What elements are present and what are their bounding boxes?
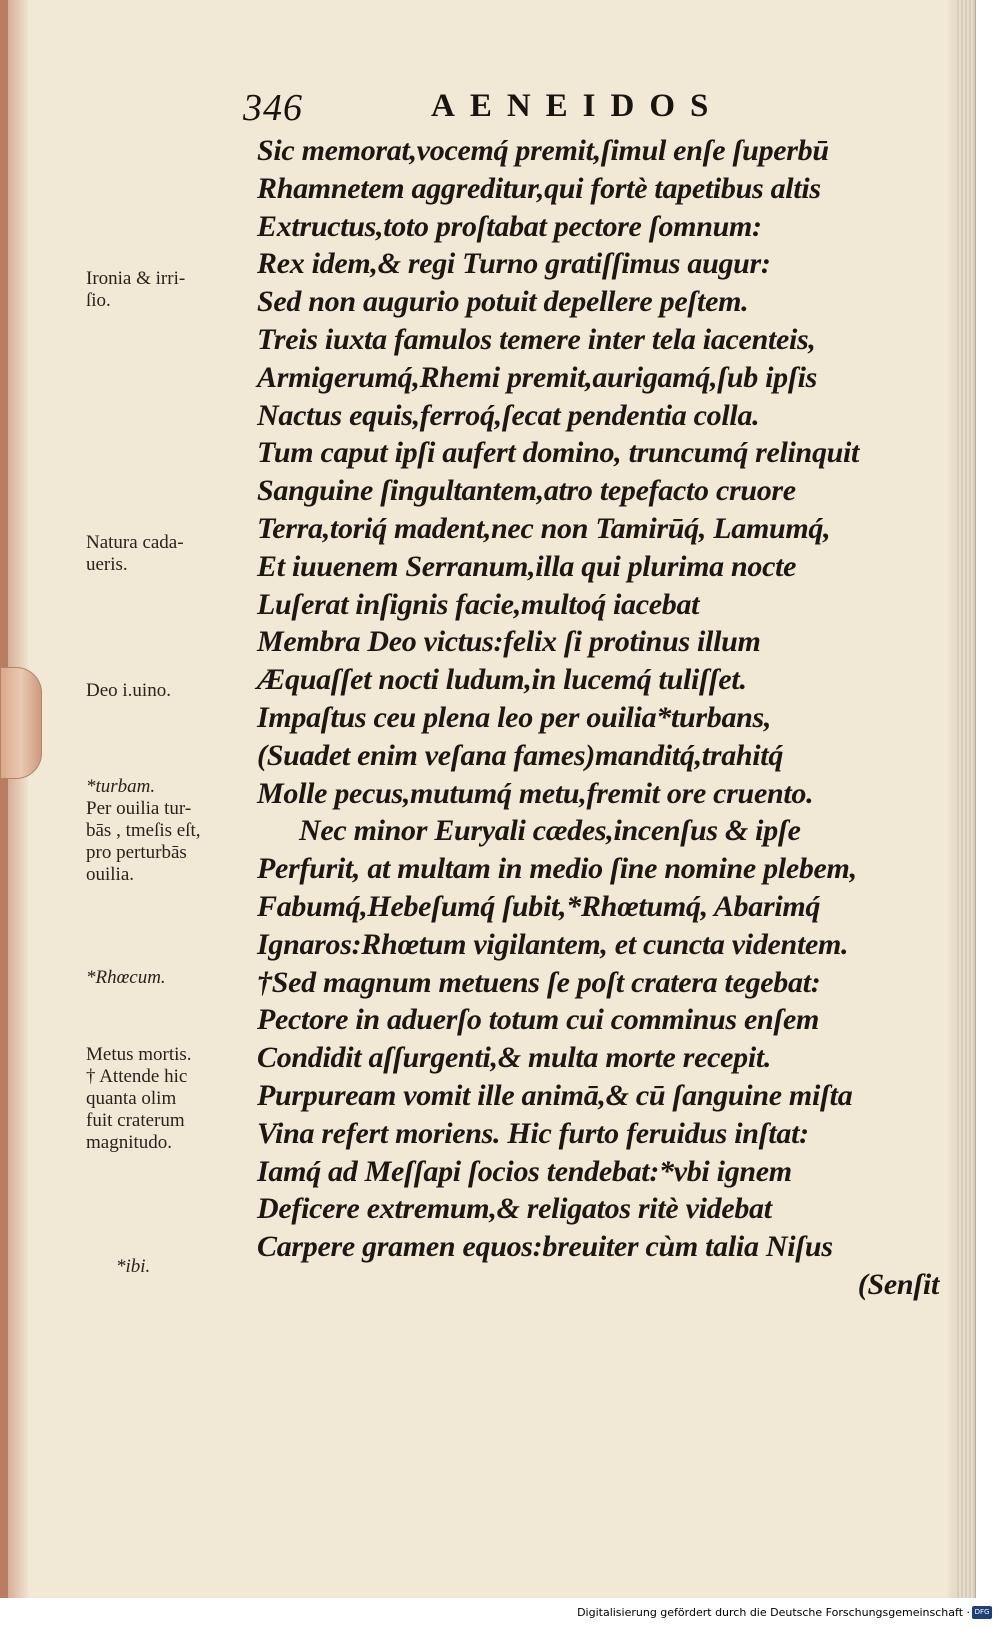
verse-line: Sic memorat,vocemq́ premit,ſimul enſe ſuperbū [257, 134, 829, 167]
page-stack-edge [955, 0, 975, 1598]
verse-line: Deficere extremum,& religatos ritè videbat [257, 1192, 772, 1226]
verse-line: Vina refert moriens. Hic furto feruidus inſtat: [257, 1116, 809, 1150]
verse-line: Carpere gramen equos:breuiter cùm talia Niſus [257, 1230, 833, 1264]
marginal-gloss [86, 1044, 258, 1154]
gloss-line: Metus mortis. [86, 1044, 192, 1065]
verse-line: Molle pecus,mutumq́ metu,fremit ore cruento. [257, 776, 814, 810]
marginal-gloss [116, 1256, 288, 1278]
page-number: 346 [243, 87, 303, 129]
marginal-gloss [86, 967, 258, 989]
verse-line: Sed non augurio potuit depellere peſtem. [257, 285, 749, 319]
verse-line: Rhamnetem aggreditur,qui fortè tapetibus altis [257, 171, 821, 205]
verse-line: Armigerumq́,Rhemi premit,aurigamq́,ſub ipſis [257, 360, 817, 394]
gloss-line: ueris. [86, 554, 128, 575]
gloss-line: † Attende hic [86, 1066, 188, 1087]
verse-line: Terra,toriq́ madent,nec non Tamirūq́, Lamumq́, [257, 511, 831, 545]
verse-line: (Suadet enim veſana fames)manditq́,trahitq́ [257, 738, 784, 772]
verse-line: Sanguine ſingultantem,atro tepefacto cruore [257, 474, 796, 508]
gloss-line: *ibi. [116, 1256, 151, 1277]
verse-line: Extructus,toto proſtabat pectore ſomnum: [257, 209, 762, 243]
marginal-gloss [86, 532, 258, 576]
gloss-line: Per ouilia tur- [86, 798, 192, 819]
gloss-line: quanta olim [86, 1088, 177, 1109]
verse-line: Pectore in aduerſo totum cui comminus enſem [257, 1003, 820, 1037]
gloss-line: Deo i.uino. [86, 680, 171, 701]
verse-line: Purpuream vomit ille animā,& cū ſanguine miſta [257, 1078, 853, 1112]
bookmark-tab [0, 667, 42, 779]
verse-line: †Sed magnum metuens ſe poſt cratera tegebat: [257, 965, 821, 999]
verse-block [257, 132, 947, 1304]
running-title: AENEIDOS [431, 88, 724, 124]
gloss-line: fuit craterum [86, 1110, 185, 1131]
gloss-line: ſio. [86, 290, 111, 311]
verse-line: Luſerat inſignis facie,multoq́ iacebat [257, 587, 700, 621]
verse-line: Tum caput ipſi aufert domino, truncumq́ relinquit [257, 436, 860, 470]
verse-line: Iamq́ ad Meſſapi ſocios tendebat:*vbi ignem [257, 1154, 792, 1188]
verse-line: Fabumq́,Hebeſumq́ ſubit,*Rhœtumq́, Abarimq́ [257, 889, 821, 923]
verse-line: Impaſtus ceu plena leo per ouilia*turbans, [257, 700, 772, 734]
marginal-gloss [86, 776, 258, 886]
gloss-line: *Rhœcum. [86, 967, 166, 988]
verse-line: Ignaros:Rhœtum vigilantem, et cuncta videntem. [257, 927, 849, 961]
digitization-footer [0, 1598, 1000, 1629]
verse-line: Treis iuxta famulos temere inter tela iacenteis, [257, 322, 816, 356]
verse-line: Æquaſſet nocti ludum,in lucemq́ tuliſſet. [257, 663, 747, 697]
gloss-line: Natura cada- [86, 532, 184, 553]
footer-credit: Digitalisierung gefördert durch die Deutsche Forschungsgemeinschaft · [577, 1606, 970, 1619]
verse-line: Et iuuenem Serranum,illa qui plurima nocte [257, 549, 797, 583]
verse-line: Nactus equis,ferroq́,ſecat pendentia colla. [257, 398, 760, 432]
catchword: (Senſit [857, 1267, 939, 1301]
page-header [243, 86, 803, 130]
gloss-line: bās , tmeſis eſt, [86, 820, 201, 841]
dfg-logo-icon: DFG [972, 1606, 992, 1619]
verse-line: Perfurit, at multam in medio ſine nomine plebem, [257, 852, 857, 886]
gloss-line: *turbam. [86, 776, 156, 797]
marginal-gloss [86, 268, 258, 312]
page-left-edge [0, 0, 8, 1598]
verse-line: Rex idem,& regi Turno gratiſſimus augur: [257, 247, 771, 281]
gloss-line: pro perturbās [86, 842, 187, 863]
verse-line: Condidit aſſurgenti,& multa morte recepit. [257, 1041, 772, 1075]
verse-line: Membra Deo victus:felix ſi protinus illum [257, 625, 761, 659]
marginal-gloss [86, 680, 258, 702]
verse-line: Nec minor Euryali cædes,incenſus & ipſe [299, 814, 801, 848]
gloss-line: ouilia. [86, 864, 135, 885]
gloss-line: Ironia & irri- [86, 268, 186, 289]
gloss-line: magnitudo. [86, 1132, 173, 1153]
